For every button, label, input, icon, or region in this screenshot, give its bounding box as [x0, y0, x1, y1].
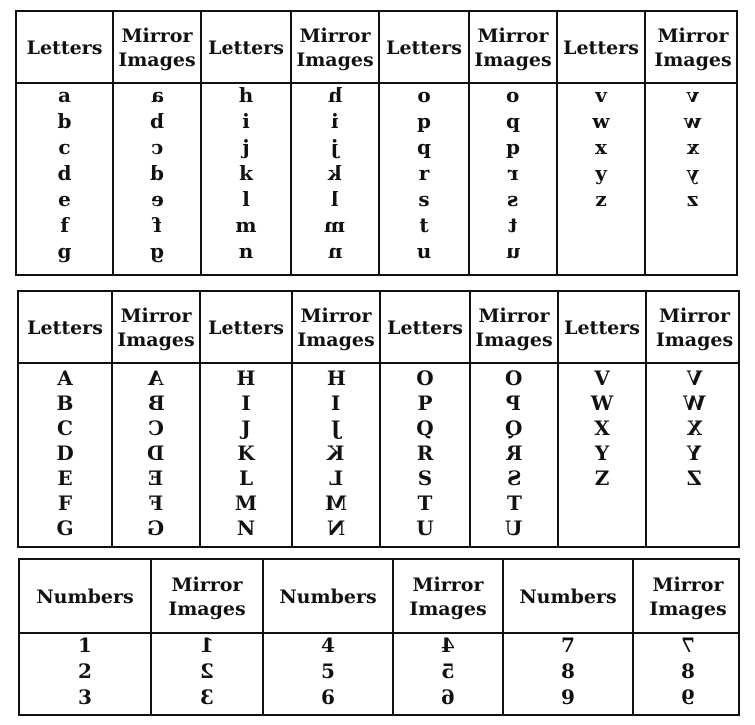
- character: Q: [416, 416, 434, 440]
- mirror-glyph: [687, 160, 699, 186]
- character: 4: [321, 633, 335, 657]
- mirrored-character: f: [152, 213, 162, 237]
- character: v: [595, 83, 607, 107]
- mirrored-character: p: [506, 109, 520, 133]
- column-header: Numbers: [36, 586, 134, 608]
- glyph: [239, 160, 253, 186]
- mirrored-character: v: [687, 83, 699, 107]
- column-header: Letters: [387, 317, 463, 339]
- column-header: Mirror Images: [654, 25, 732, 71]
- character: Z: [594, 466, 610, 490]
- mirrored-character: U: [505, 516, 523, 540]
- character: F: [57, 491, 73, 515]
- mirror-glyph: [681, 658, 695, 684]
- mirror-glyph: [681, 684, 695, 710]
- mirrored-character: 6: [441, 685, 455, 709]
- glyph: [235, 212, 256, 238]
- mirror-glyph: [683, 391, 705, 416]
- original-column-1: [200, 12, 290, 274]
- mirror-glyph: [508, 212, 517, 238]
- character: C: [57, 416, 73, 440]
- character: D: [56, 441, 74, 465]
- mirrored-character: d: [150, 161, 164, 185]
- mirror-column-2: [468, 12, 556, 274]
- mirror-column-2: [632, 560, 742, 714]
- glyph: [417, 134, 431, 160]
- uppercase-table: [17, 290, 740, 548]
- character: e: [58, 187, 71, 211]
- lowercase-table: [15, 10, 738, 276]
- mirror-glyph: [149, 491, 163, 516]
- original-column-3: [557, 292, 645, 546]
- glyph: [418, 466, 432, 491]
- glyph: [417, 82, 430, 108]
- mirror-glyph: [687, 186, 698, 212]
- glyph: [594, 416, 610, 441]
- glyph: [321, 632, 335, 658]
- mirrored-character: Y: [687, 441, 702, 465]
- character: 2: [78, 659, 92, 683]
- glyph: [78, 632, 92, 658]
- character: q: [417, 135, 431, 159]
- mirror-glyph: [328, 238, 343, 264]
- mirrored-character: B: [147, 391, 165, 415]
- mirror-glyph: [506, 134, 520, 160]
- mirror-glyph: [506, 391, 521, 416]
- mirror-glyph: [147, 441, 164, 466]
- mirror-glyph: [508, 160, 519, 186]
- mirror-glyph: [507, 466, 521, 491]
- column-header: Letters: [563, 37, 639, 59]
- character: o: [417, 83, 431, 107]
- character: i: [242, 109, 250, 133]
- column-header: Mirror Images: [474, 25, 552, 71]
- character: r: [418, 161, 430, 185]
- glyph: [561, 658, 575, 684]
- glyph: [241, 416, 250, 441]
- glyph: [58, 238, 72, 264]
- original-column-2: [379, 292, 469, 546]
- glyph: [57, 391, 74, 416]
- mirrored-character: T: [506, 491, 522, 515]
- mirror-column-1: [290, 12, 378, 274]
- character: S: [417, 466, 433, 490]
- character: p: [417, 109, 431, 133]
- original-column-2: [502, 560, 632, 714]
- mirror-glyph: [148, 366, 164, 391]
- glyph: [58, 134, 70, 160]
- mirror-glyph: [506, 238, 521, 264]
- character: N: [236, 516, 256, 540]
- mirrored-character: 9: [681, 685, 695, 709]
- original-column-0: [19, 292, 111, 546]
- column-header: Mirror Images: [168, 574, 246, 620]
- column-header: Mirror Images: [655, 305, 734, 351]
- glyph: [417, 238, 432, 264]
- mirrored-character: R: [505, 441, 523, 465]
- mirror-glyph: [441, 632, 455, 658]
- character: H: [236, 366, 256, 390]
- glyph: [595, 134, 607, 160]
- character: m: [235, 213, 257, 237]
- mirrored-character: y: [687, 161, 699, 185]
- column-header: Mirror Images: [118, 25, 196, 71]
- mirrored-character: 7: [681, 633, 695, 657]
- mirror-glyph: [505, 416, 522, 441]
- mirror-glyph: [506, 82, 519, 108]
- mirror-glyph: [325, 491, 347, 516]
- mirror-glyph: [684, 108, 701, 134]
- mirrored-character: a: [150, 83, 164, 107]
- character: G: [56, 516, 74, 540]
- mirrored-character: b: [150, 109, 164, 133]
- mirrored-character: X: [686, 416, 703, 440]
- glyph: [57, 416, 73, 441]
- mirrored-character: z: [687, 187, 699, 211]
- mirror-glyph: [148, 391, 165, 416]
- mirror-glyph: [324, 212, 345, 238]
- character: c: [58, 135, 71, 159]
- column-header: Mirror Images: [409, 574, 487, 620]
- glyph: [416, 416, 433, 441]
- mirrored-character: 5: [441, 659, 455, 683]
- original-column-3: [556, 12, 644, 274]
- mirrored-character: I: [331, 391, 341, 415]
- mirror-glyph: [328, 160, 342, 186]
- column-header: Mirror Images: [296, 25, 374, 71]
- mirrored-character: S: [506, 466, 522, 490]
- glyph: [594, 366, 610, 391]
- mirrored-character: V: [686, 366, 703, 390]
- character: X: [594, 416, 610, 440]
- mirror-glyph: [200, 684, 214, 710]
- glyph: [242, 186, 250, 212]
- mirror-glyph: [150, 160, 164, 186]
- mirror-glyph: [329, 466, 343, 491]
- glyph: [239, 82, 254, 108]
- mirrored-character: O: [505, 366, 523, 390]
- mirrored-character: W: [683, 391, 706, 415]
- mirror-glyph: [687, 466, 702, 491]
- character: M: [234, 491, 258, 515]
- mirror-glyph: [150, 238, 164, 264]
- numbers-table: [18, 558, 740, 716]
- mirror-glyph: [506, 108, 520, 134]
- mirrored-character: h: [327, 83, 343, 107]
- glyph: [419, 160, 430, 186]
- mirror-glyph: [327, 516, 345, 541]
- glyph: [561, 684, 575, 710]
- character: u: [416, 239, 432, 263]
- column-header: Letters: [208, 317, 284, 339]
- character: O: [416, 366, 434, 390]
- character: U: [416, 516, 434, 540]
- mirrored-character: D: [147, 441, 165, 465]
- mirrored-character: K: [327, 441, 345, 465]
- mirror-glyph: [687, 134, 699, 160]
- glyph: [321, 684, 335, 710]
- mirror-glyph: [331, 108, 339, 134]
- mirror-glyph: [148, 466, 163, 491]
- mirrored-character: P: [506, 391, 522, 415]
- mirror-glyph: [681, 632, 695, 658]
- column-header: Mirror Images: [117, 305, 195, 351]
- character: l: [242, 187, 250, 211]
- character: A: [57, 366, 73, 390]
- mirrored-character: l: [331, 187, 339, 211]
- character: k: [239, 161, 253, 185]
- mirror-glyph: [331, 391, 340, 416]
- mirror-glyph: [507, 186, 518, 212]
- glyph: [417, 391, 432, 416]
- character: T: [417, 491, 433, 515]
- character: 6: [321, 685, 335, 709]
- mirrored-character: k: [328, 161, 342, 185]
- glyph: [56, 441, 73, 466]
- mirrored-character: L: [328, 466, 344, 490]
- character: L: [238, 466, 254, 490]
- mirrored-character: t: [508, 213, 518, 237]
- mirrored-character: w: [684, 109, 702, 133]
- column-header: Mirror Images: [297, 305, 375, 351]
- mirrored-character: r: [507, 161, 519, 185]
- character: x: [595, 135, 607, 159]
- glyph: [78, 658, 92, 684]
- character: 9: [561, 685, 575, 709]
- column-header: Letters: [386, 37, 462, 59]
- column-header: Numbers: [279, 586, 377, 608]
- glyph: [242, 134, 249, 160]
- mirrored-character: E: [148, 466, 164, 490]
- column-header: Letters: [564, 317, 640, 339]
- mirrored-character: Z: [687, 466, 702, 490]
- mirror-glyph: [331, 186, 339, 212]
- mirror-glyph: [151, 186, 164, 212]
- mirror-column-0: [111, 292, 199, 546]
- mirrored-character: J: [331, 416, 341, 440]
- mirrored-character: H: [326, 366, 346, 390]
- mirror-glyph: [327, 441, 344, 466]
- mirror-glyph: [200, 658, 214, 684]
- character: f: [60, 213, 69, 237]
- glyph: [241, 391, 250, 416]
- mirrored-character: c: [150, 135, 164, 159]
- character: K: [237, 441, 255, 465]
- mirror-glyph: [506, 441, 523, 466]
- original-column-0: [17, 12, 112, 274]
- mirror-column-3: [644, 12, 740, 274]
- character: w: [592, 109, 610, 133]
- glyph: [237, 516, 255, 541]
- mirror-glyph: [331, 416, 340, 441]
- glyph: [58, 160, 72, 186]
- mirrored-character: Q: [505, 416, 523, 440]
- character: s: [418, 187, 430, 211]
- character: 5: [321, 659, 335, 683]
- glyph: [595, 160, 607, 186]
- character: 3: [78, 685, 92, 709]
- character: b: [57, 109, 72, 133]
- mirror-glyph: [687, 82, 699, 108]
- mirror-glyph: [331, 134, 338, 160]
- mirrored-character: G: [147, 516, 165, 540]
- mirror-column-0: [150, 560, 262, 714]
- mirror-glyph: [148, 416, 164, 441]
- glyph: [57, 466, 72, 491]
- mirror-glyph: [687, 416, 703, 441]
- mirror-column-1: [392, 560, 502, 714]
- original-column-1: [199, 292, 291, 546]
- mirrored-character: q: [506, 135, 520, 159]
- character: g: [57, 239, 72, 263]
- character: y: [595, 161, 607, 185]
- character: J: [241, 416, 251, 440]
- mirrored-character: o: [506, 83, 520, 107]
- mirrored-character: x: [687, 135, 699, 159]
- mirror-glyph: [150, 108, 164, 134]
- glyph: [239, 238, 254, 264]
- glyph: [60, 212, 69, 238]
- character: 7: [561, 633, 575, 657]
- mirrored-character: u: [505, 239, 521, 263]
- character: d: [57, 161, 72, 185]
- mirrored-character: C: [148, 416, 164, 440]
- character: I: [241, 391, 251, 415]
- mirrored-character: 8: [681, 659, 695, 683]
- mirrored-character: 2: [200, 659, 214, 683]
- glyph: [58, 491, 72, 516]
- character: h: [238, 83, 254, 107]
- mirrored-character: i: [331, 109, 339, 133]
- glyph: [595, 82, 607, 108]
- mirrored-character: F: [148, 491, 164, 515]
- column-header: Letters: [26, 37, 103, 59]
- mirrored-character: g: [150, 239, 164, 263]
- column-header: Numbers: [519, 586, 617, 608]
- character: V: [594, 366, 610, 390]
- mirrored-character: m: [324, 213, 346, 237]
- glyph: [239, 466, 253, 491]
- mirror-glyph: [151, 134, 163, 160]
- mirrored-character: j: [331, 135, 339, 159]
- mirror-glyph: [200, 632, 214, 658]
- mirror-glyph: [151, 82, 164, 108]
- glyph: [235, 491, 257, 516]
- mirrored-character: N: [326, 516, 346, 540]
- mirrored-character: 4: [441, 633, 455, 657]
- glyph: [417, 441, 434, 466]
- mirror-glyph: [687, 366, 703, 391]
- mirror-glyph: [153, 212, 162, 238]
- character: j: [242, 135, 250, 159]
- original-column-0: [20, 560, 150, 714]
- mirror-glyph: [441, 684, 455, 710]
- mirror-glyph: [505, 516, 522, 541]
- character: 1: [78, 633, 92, 657]
- character: a: [58, 83, 71, 107]
- glyph: [592, 108, 609, 134]
- glyph: [561, 632, 575, 658]
- glyph: [58, 186, 71, 212]
- mirrored-character: e: [150, 187, 164, 211]
- glyph: [595, 466, 610, 491]
- mirrored-character: s: [507, 187, 519, 211]
- mirrored-character: 1: [200, 633, 214, 657]
- glyph: [56, 516, 73, 541]
- mirrored-character: A: [148, 366, 164, 390]
- glyph: [237, 441, 254, 466]
- mirror-glyph: [507, 491, 522, 516]
- glyph: [242, 108, 250, 134]
- mirror-column-1: [291, 292, 379, 546]
- mirrored-character: n: [327, 239, 343, 263]
- glyph: [418, 186, 429, 212]
- character: Y: [594, 441, 610, 465]
- mirror-glyph: [687, 441, 701, 466]
- glyph: [595, 441, 609, 466]
- character: P: [417, 391, 433, 415]
- mirror-column-0: [112, 12, 200, 274]
- glyph: [237, 366, 256, 391]
- glyph: [419, 212, 428, 238]
- column-header: Letters: [208, 37, 284, 59]
- glyph: [591, 391, 613, 416]
- character: t: [419, 213, 429, 237]
- mirror-column-2: [469, 292, 557, 546]
- character: z: [595, 187, 607, 211]
- glyph: [58, 82, 71, 108]
- glyph: [595, 186, 606, 212]
- column-header: Mirror Images: [649, 574, 727, 620]
- column-header: Letters: [27, 317, 103, 339]
- original-column-2: [378, 12, 468, 274]
- mirror-column-3: [645, 292, 742, 546]
- glyph: [58, 108, 72, 134]
- glyph: [78, 684, 92, 710]
- column-header: Mirror Images: [475, 305, 553, 351]
- character: n: [238, 239, 254, 263]
- character: R: [416, 441, 434, 465]
- character: 8: [561, 659, 575, 683]
- glyph: [321, 658, 335, 684]
- mirrored-character: M: [324, 491, 348, 515]
- mirror-glyph: [441, 658, 455, 684]
- mirror-glyph: [328, 82, 343, 108]
- glyph: [57, 366, 73, 391]
- character: E: [57, 466, 73, 490]
- original-column-1: [262, 560, 392, 714]
- glyph: [416, 516, 433, 541]
- glyph: [416, 366, 433, 391]
- character: B: [56, 391, 74, 415]
- mirror-glyph: [327, 366, 346, 391]
- mirror-glyph: [147, 516, 164, 541]
- glyph: [417, 108, 431, 134]
- glyph: [418, 491, 433, 516]
- mirrored-character: 3: [200, 685, 214, 709]
- character: W: [590, 391, 614, 415]
- mirror-glyph: [505, 366, 522, 391]
